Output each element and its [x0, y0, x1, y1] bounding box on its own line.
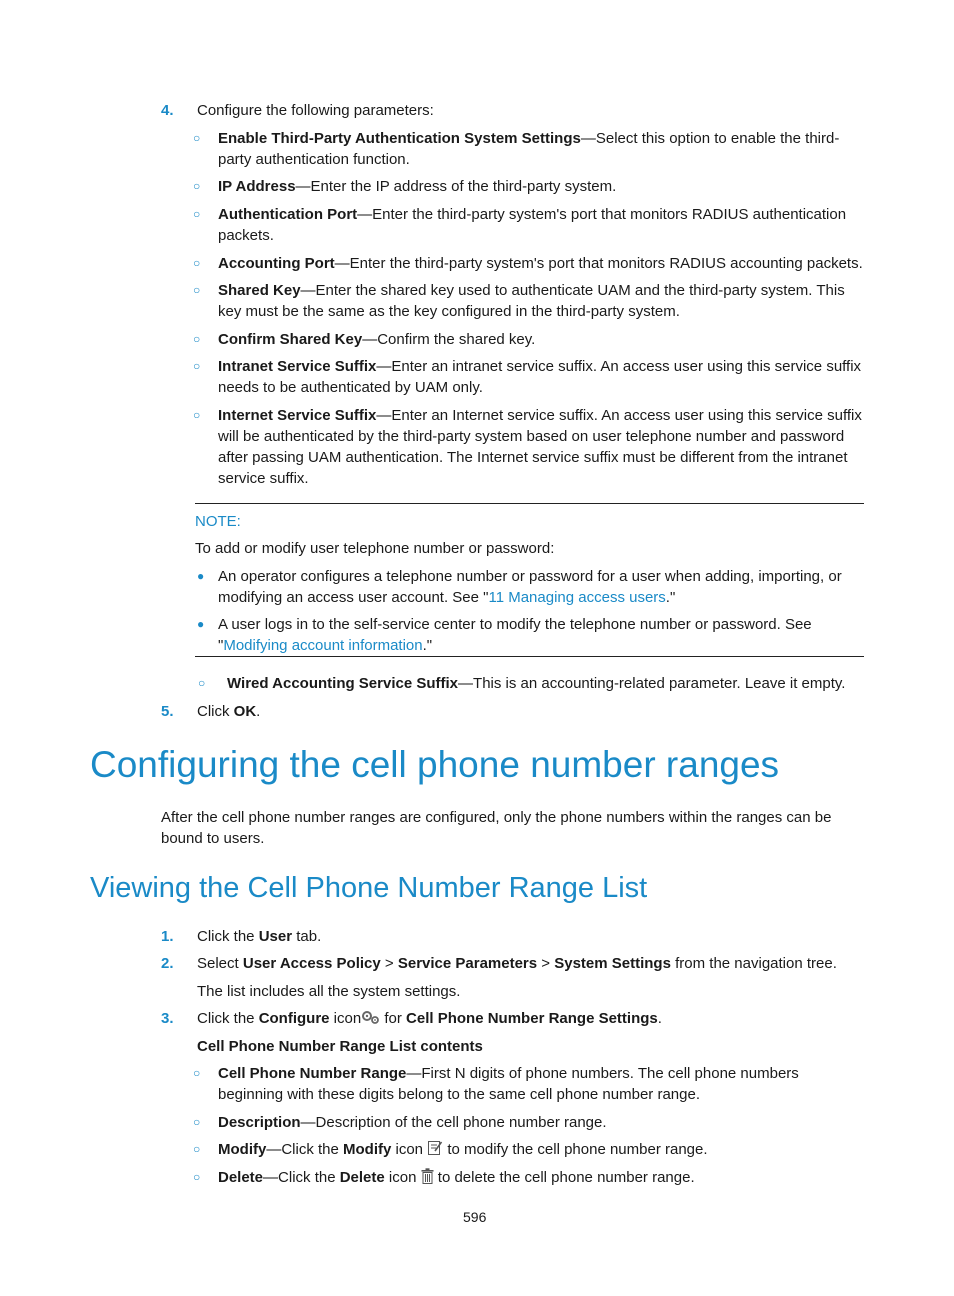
circle-bullet-icon: ○ [198, 676, 206, 690]
note-bottom-rule [195, 656, 864, 657]
step-text: Click OK. [197, 703, 261, 720]
circle-bullet-icon: ○ [193, 131, 201, 145]
circle-bullet-icon: ○ [193, 1170, 201, 1184]
param-item: Shared Key—Enter the shared key used to authenticate UAM and the third-party system. This key must be the same as the key configured in the third-party system. [218, 282, 845, 320]
list-item: Cell Phone Number Range—First N digits of phone numbers. The cell phone numbers beginning with these digits belong to the same cell phone number range. [218, 1065, 799, 1103]
circle-bullet-icon: ○ [193, 179, 201, 193]
circle-bullet-icon: ○ [193, 1142, 201, 1156]
note-label: NOTE: [195, 513, 241, 530]
list-heading: Cell Phone Number Range List contents [197, 1038, 483, 1055]
section-intro: After the cell phone number ranges are configured, only the phone numbers within the ranges can be bound to users. [161, 809, 832, 847]
list-item: Description—Description of the cell phone number range. [218, 1114, 607, 1131]
step-number: 5. [161, 703, 174, 720]
dot-bullet-icon: ● [197, 569, 205, 583]
note-top-rule [195, 503, 864, 504]
link-modifying-account-information[interactable]: Modifying account information [223, 637, 423, 654]
param-item: Confirm Shared Key—Confirm the shared key. [218, 331, 536, 348]
step-number: 1. [161, 928, 174, 945]
step-subtext: The list includes all the system settings. [197, 983, 461, 1000]
note-bullet: An operator configures a telephone number or password for a user when adding, importing, or modifying an access user account. See "11 Managing access users." [218, 568, 842, 606]
section-heading: Configuring the cell phone number ranges [90, 744, 780, 785]
step-text: Click the User tab. [197, 928, 322, 945]
circle-bullet-icon: ○ [193, 332, 201, 346]
step-number: 2. [161, 955, 174, 972]
param-item: IP Address—Enter the IP address of the third-party system. [218, 178, 617, 195]
circle-bullet-icon: ○ [193, 207, 201, 221]
list-item: Delete—Click the Delete icon to delete the cell phone number range. [218, 1169, 695, 1186]
circle-bullet-icon: ○ [193, 256, 201, 270]
circle-bullet-icon: ○ [193, 1115, 201, 1129]
step-text: Configure the following parameters: [197, 102, 434, 119]
dot-bullet-icon: ● [197, 617, 205, 631]
circle-bullet-icon: ○ [193, 359, 201, 373]
param-item: Internet Service Suffix—Enter an Internet service suffix. An access user using this service suffix will be authenticated by the third-party system based on user telephone number and password after passing UAM authentication. The Internet service suffix must be different from the intranet service suffix. [218, 407, 862, 487]
note-intro: To add or modify user telephone number or password: [195, 540, 555, 557]
step-number: 4. [161, 102, 174, 119]
param-item: Accounting Port—Enter the third-party system's port that monitors RADIUS accounting packets. [218, 255, 863, 272]
circle-bullet-icon: ○ [193, 283, 201, 297]
step-text: Click the Configure icon for Cell Phone Number Range Settings. [197, 1010, 662, 1027]
circle-bullet-icon: ○ [193, 408, 201, 422]
subsection-heading: Viewing the Cell Phone Number Range List [90, 872, 648, 904]
delete-trash-icon [421, 1168, 434, 1184]
step-text: Select User Access Policy > Service Parameters > System Settings from the navigation tree. [197, 955, 837, 972]
circle-bullet-icon: ○ [193, 1066, 201, 1080]
link-managing-access-users[interactable]: 11 Managing access users [488, 589, 666, 606]
page-number: 596 [463, 1209, 487, 1225]
modify-edit-icon [427, 1140, 443, 1156]
param-item: Enable Third-Party Authentication System Settings—Select this option to enable the third-party authentication function. [218, 130, 840, 168]
list-item: Modify—Click the Modify icon to modify the cell phone number range. [218, 1141, 708, 1158]
step-number: 3. [161, 1010, 174, 1027]
param-item: Intranet Service Suffix—Enter an intranet service suffix. An access user using this service suffix needs to be authenticated by UAM only. [218, 358, 862, 396]
note-bullet: A user logs in to the self-service center to modify the telephone number or password. See "Modifying account information." [218, 616, 812, 654]
param-item: Wired Accounting Service Suffix—This is an accounting-related parameter. Leave it empty. [227, 675, 846, 692]
param-item: Authentication Port—Enter the third-party system's port that monitors RADIUS authentication packets. [218, 206, 847, 244]
configure-gears-icon [361, 1010, 380, 1025]
